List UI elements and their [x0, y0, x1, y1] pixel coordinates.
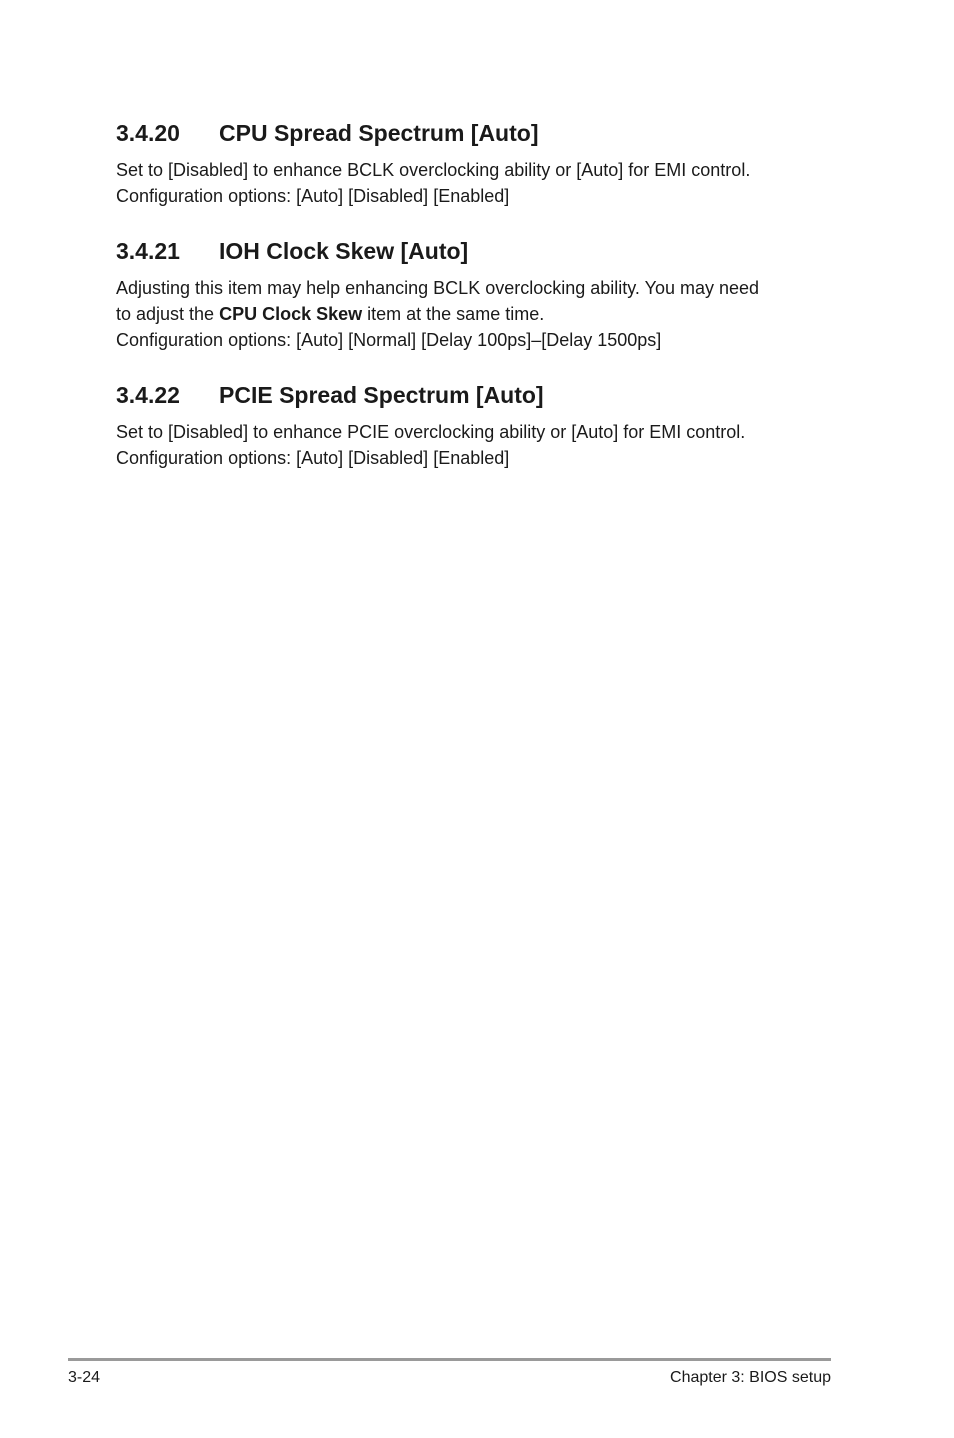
section-title: PCIE Spread Spectrum [Auto] — [219, 382, 544, 408]
body-line: Adjusting this item may help enhancing BCLK overclocking ability. You may need — [116, 278, 760, 298]
footer-divider — [68, 1358, 831, 1361]
config-options-line: Configuration options: [Auto] [Disabled] [Enabled] — [116, 448, 510, 468]
section-number: 3.4.20 — [116, 120, 180, 146]
section-title: IOH Clock Skew [Auto] — [219, 238, 469, 264]
section-body — [116, 275, 836, 353]
section-number: 3.4.22 — [116, 382, 180, 408]
body-line — [116, 301, 836, 327]
body-text-fragment: item at the same time. — [362, 304, 545, 324]
body-line: Set to [Disabled] to enhance BCLK overclocking ability or [Auto] for EMI control. — [116, 160, 751, 180]
config-options-line: Configuration options: [Auto] [Disabled] [Enabled] — [116, 186, 510, 206]
body-text-fragment: to adjust the — [116, 304, 220, 324]
section-body — [116, 157, 836, 209]
bold-item-reference: CPU Clock Skew — [219, 304, 363, 324]
section-pcie-spread-spectrum — [116, 380, 836, 471]
section-heading — [116, 380, 836, 410]
section-body — [116, 419, 836, 471]
section-cpu-spread-spectrum — [116, 118, 836, 209]
body-line: Set to [Disabled] to enhance PCIE overclocking ability or [Auto] for EMI control. — [116, 422, 746, 442]
section-title: CPU Spread Spectrum [Auto] — [219, 120, 539, 146]
page-number: 3-24 — [68, 1369, 101, 1386]
config-options-line: Configuration options: [Auto] [Normal] [Delay 100ps]–[Delay 1500ps] — [116, 330, 662, 350]
section-heading — [116, 118, 836, 148]
section-ioh-clock-skew — [116, 236, 836, 353]
section-heading — [116, 236, 836, 266]
section-number: 3.4.21 — [116, 238, 180, 264]
chapter-label: Chapter 3: BIOS setup — [670, 1369, 831, 1386]
